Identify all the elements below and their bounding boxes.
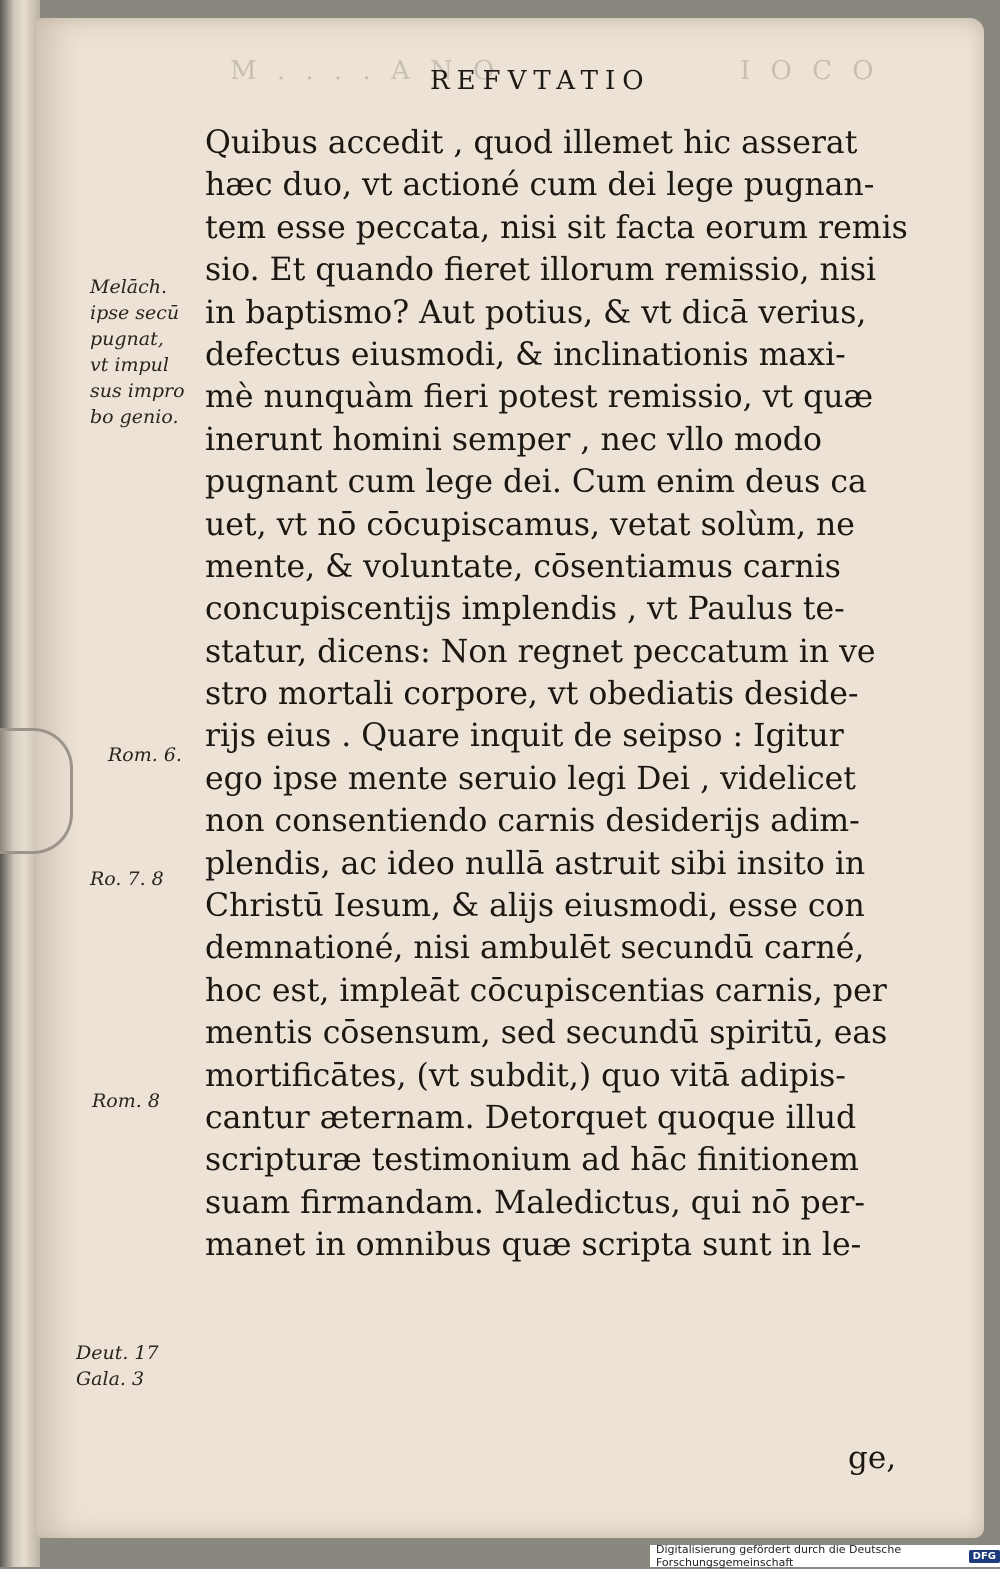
text-line: hæc duo, vt actioné cum dei lege pugnan-	[205, 167, 875, 204]
margin-note-line: Rom. 6.	[108, 744, 182, 766]
margin-note-line: Melāch.	[90, 276, 168, 298]
dfg-logo: DFG	[969, 1550, 1000, 1563]
margin-note-line: pugnat,	[90, 328, 164, 350]
bleed-through-left: M . . . . A N O	[230, 56, 501, 86]
margin-note-rom78	[90, 866, 210, 892]
text-line: mente, & voluntate, cōsentiamus carnis	[205, 548, 841, 585]
catchword: ge,	[848, 1440, 897, 1476]
text-line: statur, dicens: Non regnet peccatum in ve	[205, 633, 876, 670]
margin-note-line: bo genio.	[90, 406, 179, 428]
margin-note-line: ipse secū	[90, 302, 180, 324]
text-line: non consentiendo carnis desiderijs adim-	[205, 803, 860, 840]
text-line: mè nunquàm fieri potest remissio, vt quæ	[205, 379, 874, 416]
margin-note-line: sus impro	[90, 380, 185, 402]
footer-text: Digitalisierung gefördert durch die Deutsche Forschungsgemeinschaft	[656, 1543, 902, 1569]
text-line: mentis cōsensum, sed secundū spiritū, eas	[205, 1015, 888, 1052]
text-line: uet, vt nō cōcupiscamus, vetat solùm, ne	[205, 506, 855, 543]
text-line: Quibus accedit , quod illemet hic asserat	[205, 125, 858, 161]
clasp-loop	[0, 728, 73, 854]
text-line: defectus eiusmodi, & inclinationis maxi-	[205, 336, 846, 373]
margin-note-line: Rom. 8	[92, 1090, 160, 1112]
margin-note-rom6	[108, 742, 228, 768]
text-line: tem esse peccata, nisi sit facta eorum remis	[205, 209, 908, 246]
text-line: Christū Iesum, & alijs eiusmodi, esse con	[205, 888, 865, 925]
margin-note-deut-gala	[76, 1340, 196, 1392]
margin-note-line: vt impul	[90, 354, 169, 376]
text-line: cantur æternam. Detorquet quoque illud	[205, 1099, 857, 1136]
margin-note-line: Gala. 3	[76, 1368, 145, 1390]
text-line: pugnant cum lege dei. Cum enim deus ca	[205, 464, 867, 501]
text-line: in baptismo? Aut potius, & vt dicā verius,	[205, 294, 867, 331]
text-line: suam firmandam. Maledictus, qui nō per-	[205, 1184, 866, 1221]
text-line: hoc est, impleāt cōcupiscentias carnis, per	[205, 972, 887, 1009]
footer-credit	[650, 1545, 1000, 1567]
text-line: plendis, ac ideo nullā astruit sibi insito in	[205, 845, 866, 882]
text-line: scripturæ testimonium ad hāc finitionem	[205, 1142, 859, 1179]
running-head: REFVTATIO	[430, 66, 651, 96]
margin-note-line: Ro. 7. 8	[90, 868, 164, 890]
text-line: stro mortali corpore, vt obediatis deside-	[205, 676, 859, 713]
body-text	[205, 122, 935, 1267]
margin-note-melanch	[90, 274, 210, 430]
text-line: sio. Et quando fieret illorum remissio, nisi	[205, 252, 877, 289]
text-line: mortificātes, (vt subdit,) quo vitā adipis-	[205, 1057, 846, 1094]
margin-note-rom8	[92, 1088, 212, 1114]
text-line: rijs eius . Quare inquit de seipso : Igitur	[205, 718, 844, 755]
text-line: concupiscentijs implendis , vt Paulus te-	[205, 591, 845, 628]
text-line: demnationé, nisi ambulēt secundū carné,	[205, 930, 865, 967]
text-line: inerunt homini semper , nec vllo modo	[205, 421, 822, 458]
bleed-through-right: I O C O	[740, 56, 880, 86]
margin-note-line: Deut. 17	[76, 1342, 159, 1364]
text-line: ego ipse mente seruio legi Dei , videlicet	[205, 760, 856, 797]
text-line: manet in omnibus quæ scripta sunt in le-	[205, 1227, 862, 1264]
